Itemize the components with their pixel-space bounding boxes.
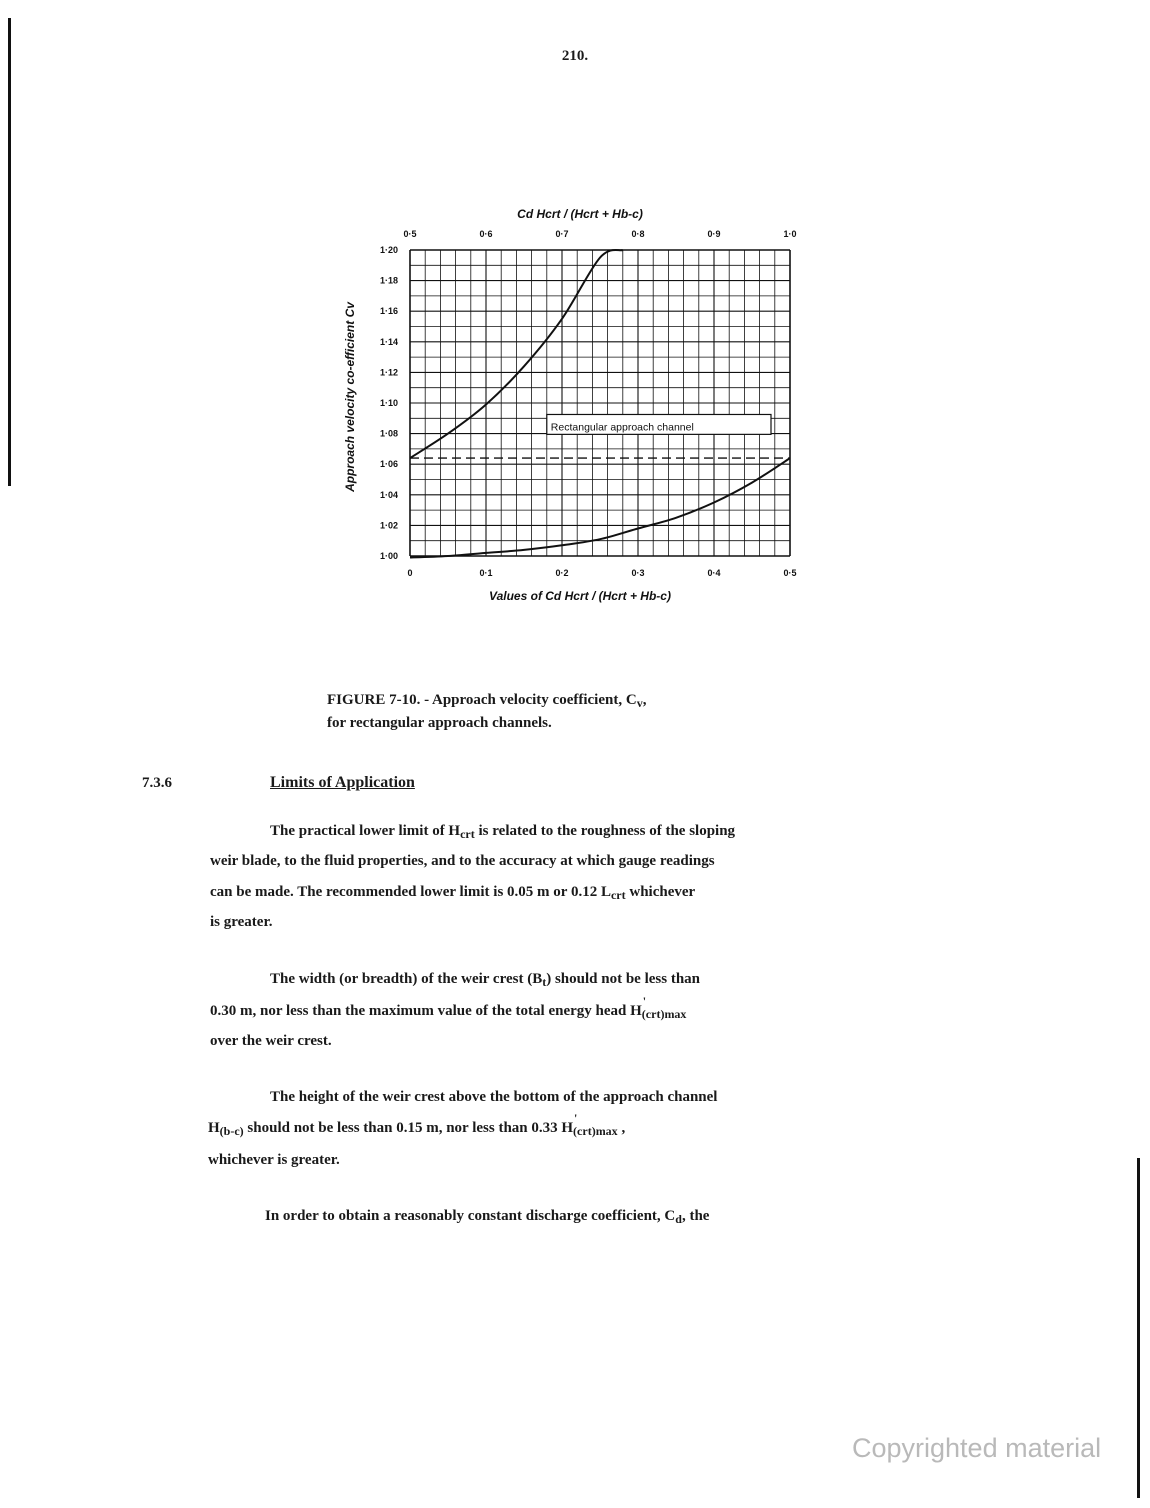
p1-line1: The practical lower limit of $H_{crt}$ is related to the roughness of the sloping [270,823,736,841]
p2-line1: The width (or breadth) of the weir crest $(B_t)$ should not be less than [270,971,700,989]
y-tick-label: 1·20 [379,245,398,255]
y-tick-label: 1·18 [379,275,398,286]
annotation-label: Rectangular approach channel [550,421,694,434]
y-tick-label: 1·06 [379,459,398,470]
p3-line2: $H_{(b-c)}$ should not be less than 0.15 m, nor less than 0.33 H ' $_{(crt)max}$ , [208,1111,626,1138]
top-tick-label: 0·5 [403,229,417,239]
caption-line1: FIGURE 7-10. - Approach velocity coefficient, C [327,692,637,708]
bottom-tick-label: 0·5 [783,568,797,578]
y-tick-label: 1·02 [379,520,398,531]
bottom-axis-title: Values of Cd Hcrt / (Hcrt + Hb-c) [489,589,671,603]
p2-line3: over the weir crest. [210,1033,332,1049]
y-tick-label: 1·08 [379,428,398,439]
bottom-tick-label: 0·3 [631,568,645,578]
caption-line1-end: , [642,692,647,708]
p2-line2: 0.30 m, nor less than the maximum value of the total energy head H ' $_{(crt)max}$ [210,994,687,1021]
p1-line4: is greater. [210,914,273,930]
figure-caption [327,690,646,733]
scan-edge-left [8,18,11,486]
p4-line1: In order to obtain a reasonably constant discharge coefficient, $C_d$, the [265,1208,710,1226]
bottom-tick-label: 0·1 [479,568,493,578]
bottom-tick-label: 0·4 [707,568,721,578]
bottom-tick-label: 0 [407,568,413,578]
velocity-coefficient-chart [330,190,820,620]
caption-sub-v: v [636,696,643,710]
caption-line2: for rectangular approach channels. [327,715,552,731]
top-tick-label: 0·8 [631,229,645,239]
p1-line2: weir blade, to the fluid properties, and to the accuracy at which gauge readings [210,853,715,869]
top-tick-label: 1·0 [783,229,797,239]
page-number: 210. [561,48,589,64]
y-tick-label: 1·10 [379,398,398,408]
section-number: 7.3.6 [142,775,172,791]
top-tick-label: 0·7 [555,229,569,239]
y-tick-label: 1·14 [379,336,398,347]
y-tick-label: 1·16 [379,306,398,317]
y-axis-title: Approach velocity co-efficient Cv [343,302,357,492]
y-tick-label: 1·00 [379,551,398,561]
bottom-tick-label: 0·2 [555,568,569,578]
p3-line1: The height of the weir crest above the bottom of the approach channel [270,1089,718,1105]
top-axis-title: Cd Hcrt / (Hcrt + Hb-c) [517,207,643,221]
series-curve-lower [410,458,790,557]
p3-line3: whichever is greater. [208,1152,340,1168]
top-tick-label: 0·9 [707,229,721,239]
scan-edge-right [1137,1158,1140,1498]
section-title: Limits of Application [270,774,415,791]
y-tick-label: 1·04 [379,489,398,500]
y-tick-label: 1·12 [379,367,398,378]
p1-line3: can be made. The recommended lower limit is 0.05 m or 0.12 $L_{crt}$ whichever [210,884,696,902]
chart-grid [410,250,790,556]
top-tick-label: 0·6 [479,229,493,239]
copyright-watermark: Copyrighted material [852,1433,1102,1463]
